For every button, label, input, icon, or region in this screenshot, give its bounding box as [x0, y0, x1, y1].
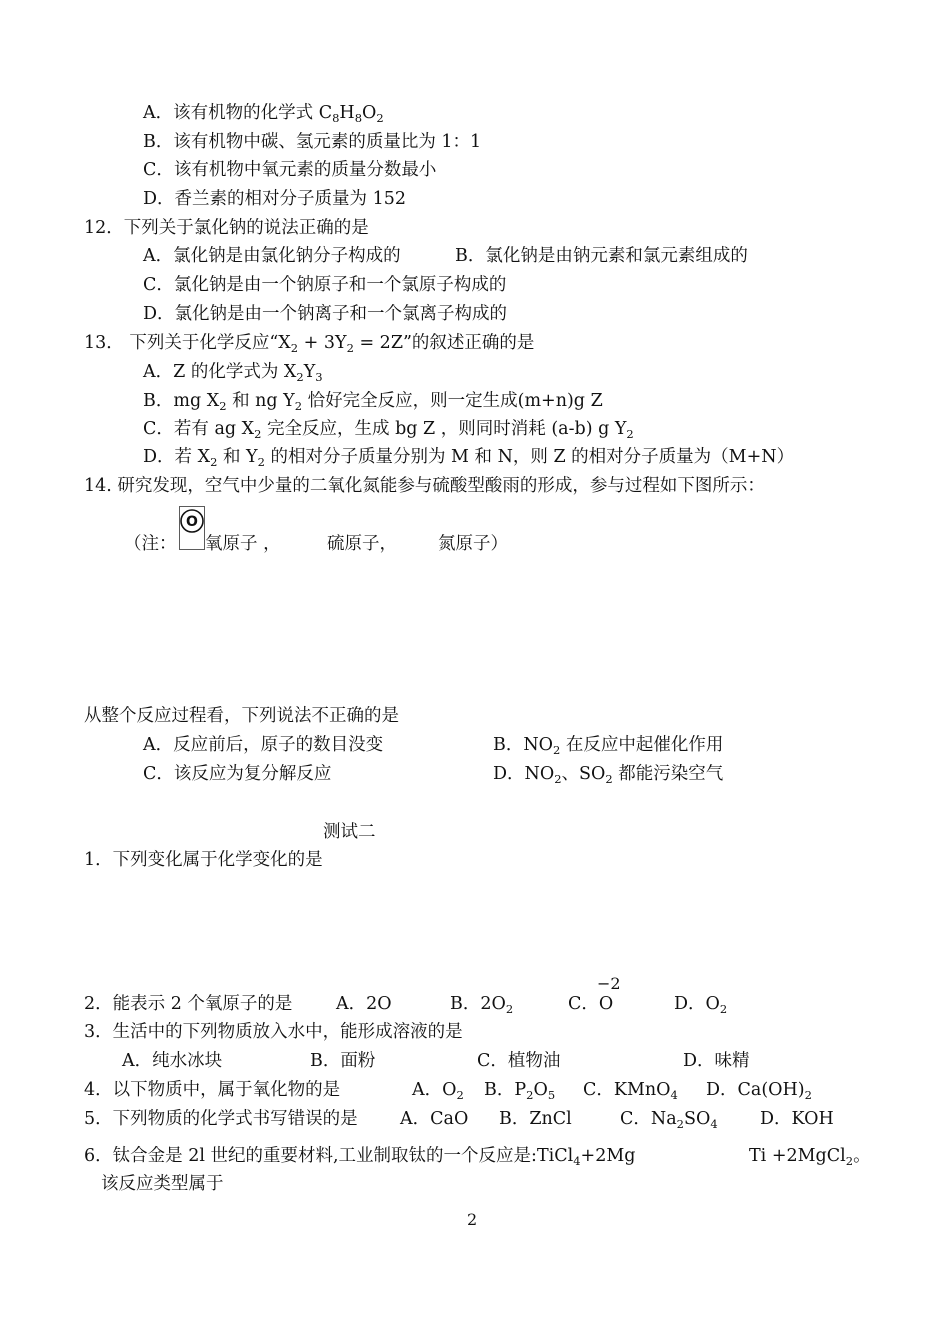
q14-option-d: D．$NO_2$、$SO_2$ 都能污染空气: [493, 764, 724, 786]
t2-q6-product: Ti +2MgCl$_2$。: [749, 1146, 871, 1168]
t2-q4-stem: 4．以下物质中，属于氧化物的是: [84, 1080, 341, 1100]
q13-stem: 13． 下列关于化学反应“$X_2 + 3Y_2 = 2Z$”的叙述正确的是: [84, 333, 535, 355]
q11-option-a: A．该有机物的化学式 $C_8H_8O_2$: [143, 103, 384, 125]
t2-q2-option-d: D．$O_2$: [674, 994, 728, 1016]
q14-question: 从整个反应过程看，下列说法不正确的是: [84, 706, 399, 726]
q14-legend-sulfur: 硫原子，: [327, 534, 397, 554]
t2-q4-option-d: D．$Ca(OH)_2$: [706, 1080, 812, 1102]
q13-option-a: A．Z 的化学式为 $X_2Y_3$: [143, 362, 323, 384]
q11-option-b: B．该有机物中碳、氢元素的质量比为 1：1: [143, 132, 482, 152]
t2-q6-line2: 该反应类型属于: [101, 1174, 224, 1194]
t2-q4-option-a: A．$O_2$: [412, 1080, 464, 1102]
q13-option-c: C．若有 ag $X_2$ 完全反应，生成 bg Z ，则同时消耗 (a-b) g $Y_2$: [143, 419, 634, 441]
t2-q2-option-c: C．O: [568, 994, 614, 1014]
t2-q2-stem: 2．能表示 2 个氧原子的是: [84, 994, 293, 1014]
q14-legend-oxygen: 氧原子 ，: [205, 534, 281, 554]
q12-option-a: A．氯化钠是由氯化钠分子构成的: [143, 246, 401, 266]
q14-legend-nitrogen: 氮原子）: [438, 534, 508, 554]
page-number: 2: [467, 1210, 478, 1229]
q12-option-d: D．氯化钠是由一个钠离子和一个氯离子构成的: [143, 304, 508, 324]
t2-q2-option-a: A．2O: [336, 994, 392, 1014]
section-heading: 测试二: [323, 822, 376, 842]
t2-q6-stem: 6．钛合金是 2l 世纪的重要材料,工业制取钛的一个反应是:TiCl$_4$+2Mg: [84, 1146, 636, 1168]
t2-q3-option-c: C．植物油: [477, 1051, 561, 1071]
q13-option-d: D．若 $X_2$ 和 $Y_2$ 的相对分子质量分别为 M 和 N，则 Z 的相对分子质量为（M+N）: [143, 447, 795, 469]
q13-option-b: B．mg $X_2$ 和 ng $Y_2$ 恰好完全反应，则一定生成(m+n)g Z: [143, 391, 603, 413]
t2-q4-option-c: C．KMnO$_4$: [583, 1080, 678, 1102]
t2-q1-stem: 1．下列变化属于化学变化的是: [84, 850, 323, 870]
t2-q5-option-c: C．$Na_2SO_4$: [620, 1109, 718, 1131]
q14-option-a: A．反应前后，原子的数目没变: [143, 735, 384, 755]
oxygen-atom-symbol: O: [186, 514, 198, 530]
t2-q4-option-b: B．$P_2O_5$: [484, 1080, 556, 1102]
q14-legend-open: （注：: [124, 534, 177, 554]
q14-option-b: B．$NO_2$ 在反应中起催化作用: [493, 735, 724, 757]
q12-option-c: C．氯化钠是由一个钠原子和一个氯原子构成的: [143, 275, 507, 295]
q14-stem: 14. 研究发现，空气中少量的二氧化氮能参与硫酸型酸雨的形成，参与过程如下图所示：: [84, 476, 765, 496]
q14-option-c: C．该反应为复分解反应: [143, 764, 332, 784]
q12-option-b: B．氯化钠是由钠元素和氯元素组成的: [455, 246, 748, 266]
t2-q2-option-b: B．$2O_2$: [450, 994, 514, 1016]
t2-q2-charge: −2: [597, 974, 621, 993]
oxygen-atom-icon: [179, 506, 205, 550]
q12-stem: 12．下列关于氯化钠的说法正确的是: [84, 218, 369, 238]
q11-option-c: C．该有机物中氧元素的质量分数最小: [143, 160, 437, 180]
t2-q5-option-d: D．KOH: [760, 1109, 834, 1129]
t2-q5-stem: 5．下列物质的化学式书写错误的是: [84, 1109, 358, 1129]
q11-option-d: D．香兰素的相对分子质量为 152: [143, 189, 406, 209]
t2-q5-option-a: A．CaO: [400, 1109, 469, 1129]
t2-q5-option-b: B．ZnCl: [499, 1109, 572, 1129]
t2-q3-stem: 3．生活中的下列物质放入水中，能形成溶液的是: [84, 1022, 463, 1042]
t2-q3-option-d: D．味精: [683, 1051, 750, 1071]
t2-q3-option-a: A．纯水冰块: [122, 1051, 223, 1071]
t2-q3-option-b: B．面粉: [310, 1051, 376, 1071]
